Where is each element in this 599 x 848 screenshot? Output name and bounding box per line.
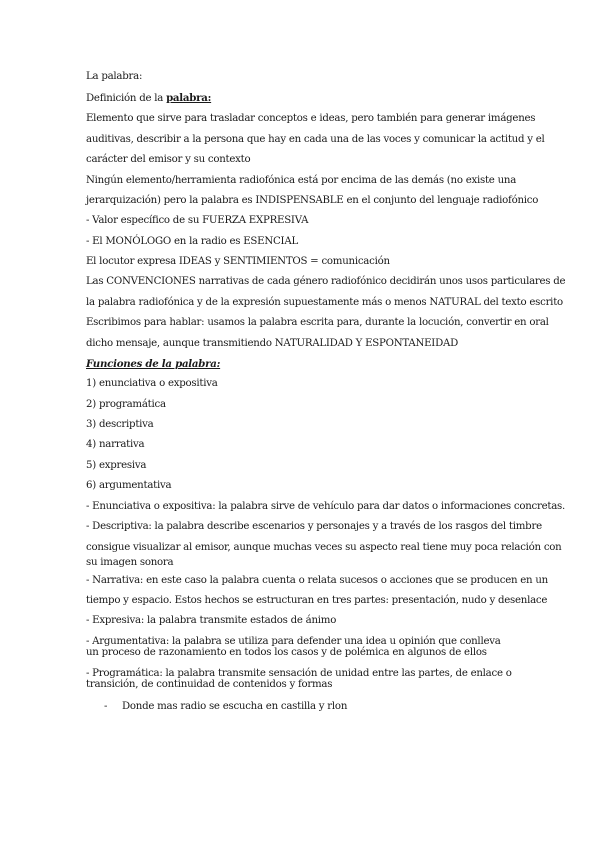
function-item-5: 5) expresiva bbox=[86, 460, 147, 471]
explanation-line-4: su imagen sonora bbox=[86, 557, 174, 568]
definition-heading bbox=[86, 91, 526, 106]
bullet-text: Donde mas radio se escucha en castilla y rlon bbox=[122, 701, 348, 712]
definition-word: palabra: bbox=[166, 92, 212, 104]
paragraph-line-3: - Valor específico de su FUERZA EXPRESIVA bbox=[86, 215, 309, 226]
programatica-paragraph: - Programática: la palabra transmite sensación de unidad entre las partes, de enlace o transición, de continuidad de contenidos y formas bbox=[86, 668, 512, 690]
explanation-line-6: tiempo y espacio. Estos hechos se estructuran en tres partes: presentación, nudo y desenlace bbox=[86, 595, 548, 606]
function-item-4: 4) narrativa bbox=[86, 439, 145, 450]
explanation-line-2: - Descriptiva: la palabra describe escenarios y personajes y a través de los rasgos del timbre bbox=[86, 521, 542, 532]
explanation-line-3: consigue visualizar al emisor, aunque muchas veces su aspecto real tiene muy poca relación con bbox=[86, 542, 562, 553]
explanation-line-7: - Expresiva: la palabra transmite estados de ánimo bbox=[86, 615, 337, 626]
paragraph-line-5: El locutor expresa IDEAS y SENTIMIENTOS = comunicación bbox=[86, 256, 390, 267]
functions-heading: Funciones de la palabra: bbox=[86, 358, 221, 370]
document-title: La palabra: bbox=[86, 71, 143, 82]
bullet-marker: - bbox=[104, 701, 108, 712]
paragraph-line-8: Escribimos para hablar: usamos la palabra escrita para, durante la locución, convertir en oral bbox=[86, 317, 549, 328]
function-item-2: 2) programática bbox=[86, 399, 166, 410]
paragraph-line-6: Las CONVENCIONES narrativas de cada género radiofónico decidirán unos usos particulares de bbox=[86, 276, 566, 287]
explanation-line-5: - Narrativa: en este caso la palabra cuenta o relata sucesos o acciones que se producen en un bbox=[86, 575, 548, 586]
paragraph-line-1: Ningún elemento/herramienta radiofónica está por encima de las demás (no existe una bbox=[86, 175, 517, 186]
paragraph-line-4: - El MONÓLOGO en la radio es ESENCIAL bbox=[86, 236, 298, 247]
explanation-line-1: - Enunciativa o expositiva: la palabra sirve de vehículo para dar datos o informaciones concretas. bbox=[86, 501, 566, 512]
bullet-item bbox=[104, 700, 347, 714]
argumentativa-paragraph: - Argumentativa: la palabra se utiliza para defender una idea u opinión que conlleva un proceso de razonamiento en todos los casos y de polémica en algunos de ellos bbox=[86, 636, 501, 658]
paragraph-line-9: dicho mensaje, aunque transmitiendo NATURALIDAD Y ESPONTANEIDAD bbox=[86, 338, 459, 349]
function-item-3: 3) descriptiva bbox=[86, 419, 154, 430]
function-item-6: 6) argumentativa bbox=[86, 480, 172, 491]
definition-prefix: Definición de la bbox=[86, 93, 167, 104]
definition-line-2: auditivas, describir a la persona que hay en cada una de las voces y comunicar la actitud y el bbox=[86, 134, 545, 145]
definition-line-1: Elemento que sirve para trasladar conceptos e ideas, pero también para generar imágenes bbox=[86, 113, 536, 124]
function-item-1: 1) enunciativa o expositiva bbox=[86, 378, 218, 389]
paragraph-line-2: jerarquización) pero la palabra es INDISPENSABLE en el conjunto del lenguaje radiofónico bbox=[86, 195, 539, 206]
definition-line-3: carácter del emisor y su contexto bbox=[86, 154, 251, 165]
paragraph-line-7: la palabra radiofónica y de la expresión supuestamente más o menos NATURAL del texto escrito bbox=[86, 297, 563, 308]
